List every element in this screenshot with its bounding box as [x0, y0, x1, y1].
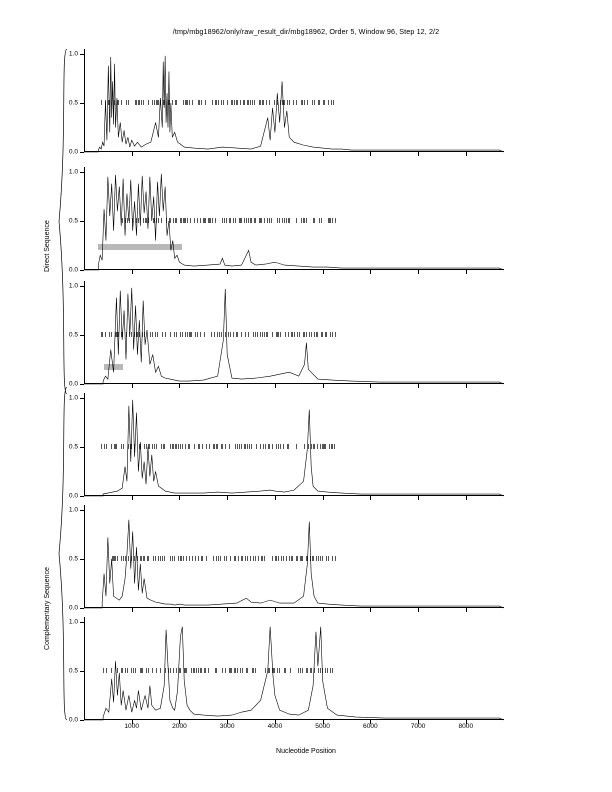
x-tick-label: 7000 [410, 723, 426, 730]
x-tick [132, 608, 133, 612]
x-tick [418, 496, 419, 500]
plot-area [68, 393, 504, 500]
x-tick [227, 608, 228, 612]
x-tick [132, 270, 133, 274]
score-trace [84, 505, 504, 608]
score-trace [84, 49, 504, 152]
plot-area [68, 281, 504, 388]
x-tick [418, 270, 419, 274]
x-tick-label: 2000 [172, 723, 187, 730]
y-tick-label: 0.0 [68, 492, 78, 500]
x-tick [275, 152, 276, 156]
x-tick [323, 608, 324, 612]
y-tick-label: 0.0 [68, 716, 78, 724]
y-tick-label: 0.5 [68, 217, 78, 225]
y-tick-label: 1.0 [68, 506, 78, 514]
panel-3 [68, 281, 504, 388]
x-tick-label: 5000 [315, 723, 330, 730]
x-tick [179, 496, 180, 500]
panel-2 [68, 167, 504, 274]
x-tick [275, 384, 276, 388]
group-brace [58, 387, 68, 720]
x-tick [370, 270, 371, 274]
x-tick [323, 496, 324, 500]
y-tick [80, 720, 84, 721]
x-tick [466, 152, 467, 156]
x-tick [466, 608, 467, 612]
x-tick [418, 608, 419, 612]
y-tick-label: 0.0 [68, 266, 78, 274]
y-tick-label: 1.0 [68, 50, 78, 58]
plot-area [68, 167, 504, 274]
x-tick [466, 496, 467, 500]
x-tick [227, 496, 228, 500]
x-tick [418, 384, 419, 388]
x-tick [323, 270, 324, 274]
score-trace [84, 617, 504, 720]
panel-5 [68, 505, 504, 612]
group-label-direct: Direct Sequence [44, 220, 51, 272]
x-axis-title: Nucleotide Position [276, 748, 336, 755]
x-tick [227, 152, 228, 156]
x-tick [179, 270, 180, 274]
x-tick [227, 270, 228, 274]
x-tick [132, 496, 133, 500]
x-tick [370, 608, 371, 612]
y-tick-label: 1.0 [68, 618, 78, 626]
y-tick-label: 0.5 [68, 443, 78, 451]
x-tick [132, 384, 133, 388]
x-tick [323, 152, 324, 156]
score-trace [84, 281, 504, 384]
y-tick-label: 1.0 [68, 394, 78, 402]
x-tick [275, 608, 276, 612]
y-tick-label: 0.5 [68, 331, 78, 339]
figure-title: /tmp/mbg18962/only/raw_result_dir/mbg18962, Order 5, Window 96, Step 12, 2/2 [172, 27, 440, 36]
x-tick [179, 384, 180, 388]
plot-area [68, 49, 504, 156]
panel-4 [68, 393, 504, 500]
x-tick [275, 496, 276, 500]
x-tick [370, 384, 371, 388]
x-tick [466, 384, 467, 388]
x-tick [370, 496, 371, 500]
y-tick-label: 1.0 [68, 168, 78, 176]
x-tick-label: 1000 [124, 723, 140, 730]
y-tick [80, 152, 84, 153]
y-tick [80, 384, 84, 385]
x-tick [370, 152, 371, 156]
panel-6 [68, 617, 504, 730]
x-tick [179, 152, 180, 156]
x-tick [323, 384, 324, 388]
y-tick-label: 0.0 [68, 604, 78, 612]
y-tick-label: 1.0 [68, 282, 78, 290]
x-tick [275, 270, 276, 274]
x-tick [418, 152, 419, 156]
y-tick-label: 0.0 [68, 380, 78, 388]
y-tick-label: 0.5 [68, 99, 78, 107]
plot-area [68, 617, 504, 730]
y-tick [80, 270, 84, 271]
score-trace [84, 167, 504, 270]
x-tick [132, 152, 133, 156]
plot-area [68, 505, 504, 612]
score-trace [84, 393, 504, 496]
x-tick-label: 8000 [458, 723, 474, 730]
group-label-complementary: Complementary Sequence [44, 567, 51, 650]
group-brace [58, 49, 68, 394]
x-tick [227, 384, 228, 388]
x-tick-label: 6000 [363, 723, 378, 730]
x-tick [179, 608, 180, 612]
y-tick-label: 0.5 [68, 555, 78, 563]
y-tick-label: 0.5 [68, 667, 78, 675]
x-tick [466, 270, 467, 274]
panel-1 [68, 49, 504, 156]
x-tick-label: 3000 [219, 723, 235, 730]
y-tick [80, 496, 84, 497]
x-tick-label: 4000 [267, 723, 283, 730]
y-tick [80, 608, 84, 609]
y-tick-label: 0.0 [68, 148, 78, 156]
